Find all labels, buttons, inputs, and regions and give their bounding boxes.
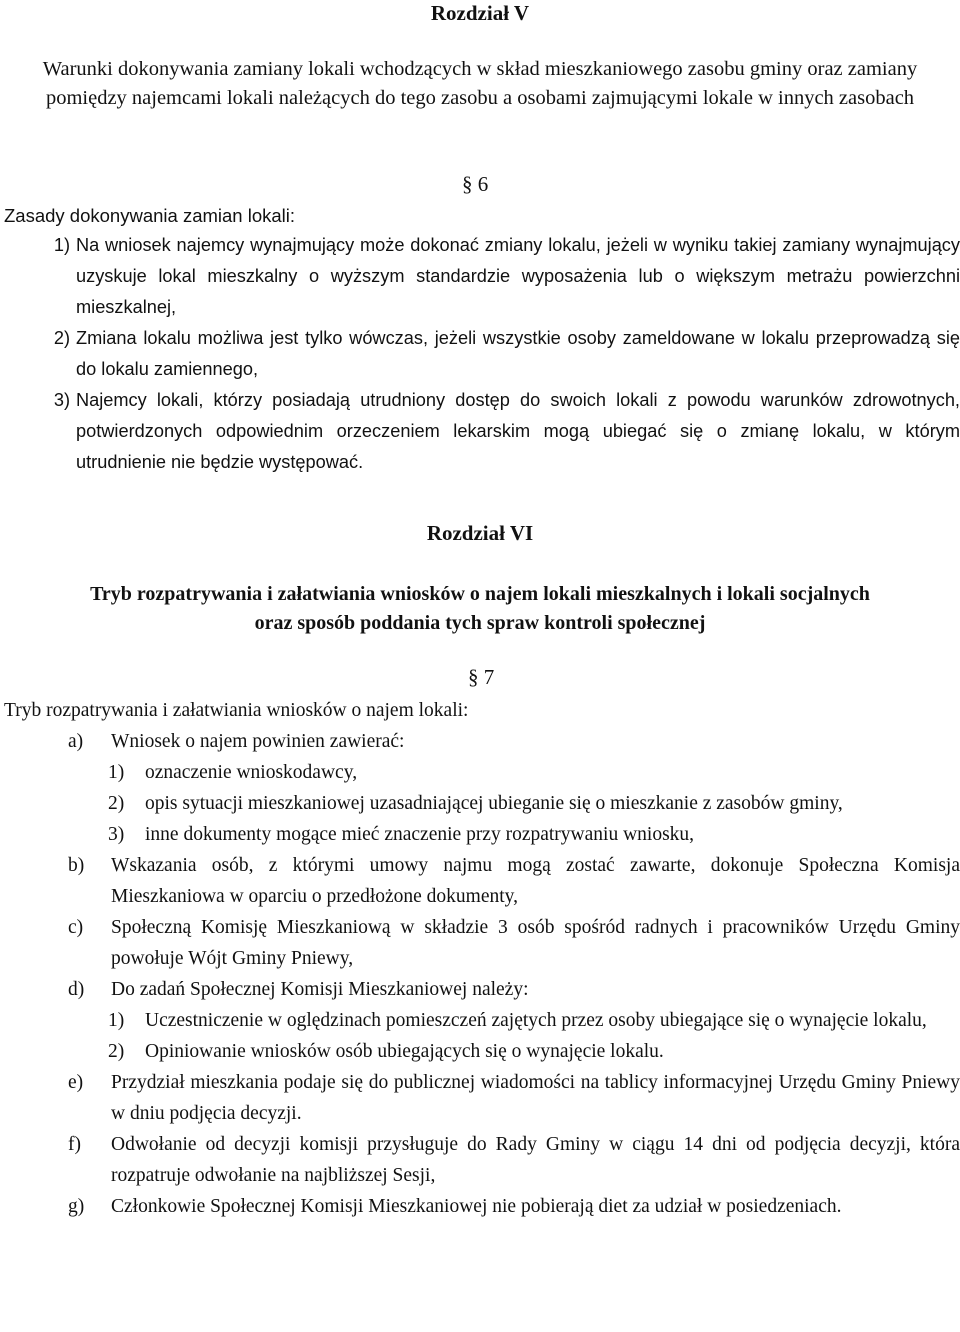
list-item [68, 912, 960, 974]
list-item-text: Do zadań Społecznej Komisji Mieszkaniowej należy: [111, 979, 529, 1000]
sub-list-item-number: 1) [108, 1010, 125, 1031]
section-7-mark: § 7 [468, 665, 495, 689]
sub-list-item [68, 757, 960, 788]
list-item [68, 1067, 960, 1129]
list-item-letter: g) [68, 1196, 85, 1217]
list-item-text: Przydział mieszkania podaje się do publicznej wiadomości na tablicy informacyjnej Urzędu Gminy Pniewy w dniu podjęcia decyzji. [111, 1072, 960, 1124]
list-item-letter: f) [68, 1134, 81, 1155]
chapter-6-title-line-2: oraz sposób poddania tych spraw kontroli społecznej [254, 612, 706, 634]
chapter-6-title-line-1: Tryb rozpatrywania i załatwiania wniosków o najem lokali mieszkalnych i lokali socjalnych [90, 583, 870, 605]
list-item-text: Odwołanie od decyzji komisji przysługuje do Rady Gminy w ciągu 14 dni od podjęcia decyzji, która rozpatruje odwołanie na najbliższej Sesji, [111, 1134, 960, 1186]
list-item-text: Wniosek o najem powinien zawierać: [111, 731, 405, 752]
sub-list-item-number: 1) [108, 762, 125, 783]
list-item-text: Najemcy lokali, którzy posiadają utrudniony dostęp do swoich lokali z powodu warunków zdrowotnych, potwierdzonych odpowiednim orzeczeniem lekarskim mogą ubiegać się o zmianę lokalu, w którym utrudnienie nie będzie występować. [76, 390, 960, 472]
list-item-number: 3) [53, 390, 70, 410]
list-item-text: Zmiana lokalu możliwa jest tylko wówczas, jeżeli wszystkie osoby zameldowane w lokalu przeprowadzą się do lokalu zamiennego, [76, 328, 960, 379]
list-item-number: 1) [53, 235, 70, 255]
sub-list-item-number: 2) [108, 793, 125, 814]
chapter-6-heading: Rozdział VI [426, 521, 534, 545]
sub-list-item-number: 3) [108, 824, 125, 845]
section-6-intro: Zasady dokonywania zamian lokali: [4, 205, 296, 226]
list-item-letter: b) [68, 855, 85, 876]
list-item [68, 850, 960, 912]
sub-list-item-number: 2) [108, 1041, 125, 1062]
section-6-mark: § 6 [462, 172, 489, 196]
list-item [14, 323, 960, 385]
sub-list-item [68, 1036, 960, 1067]
list-item-text: Na wniosek najemcy wynajmujący może dokonać zmiany lokalu, jeżeli w wyniku takiej zamiany wynajmujący uzyskuje lokal mieszkalny o wyższym standardzie wyposażenia lub o większym metrażu powierzchni mieszkalnej, [76, 235, 960, 317]
list-item [68, 726, 960, 757]
list-item [14, 385, 960, 478]
list-item-number: 2) [53, 328, 70, 348]
list-item-text: Społeczną Komisję Mieszkaniową w składzie 3 osób spośród radnych i pracowników Urzędu Gminy powołuje Wójt Gminy Pniewy, [111, 917, 960, 969]
section-7-list [68, 726, 960, 1222]
chapter-5-title: Warunki dokonywania zamiany lokali wchodzących w skład mieszkaniowego zasobu gminy oraz zamiany pomiędzy najemcami lokali należących do tego zasobu a osobami zajmującymi lokale w innych zasobach [42, 58, 918, 109]
list-item-letter: e) [68, 1072, 84, 1093]
chapter-6-title [0, 580, 960, 638]
sub-list-item [68, 1005, 960, 1036]
sub-list-item-text: opis sytuacji mieszkaniowej uzasadniającej ubieganie się o mieszkanie z zasobów gminy, [145, 793, 843, 814]
sub-list-item-text: Opiniowanie wniosków osób ubiegających się o wynajęcie lokalu. [145, 1041, 664, 1062]
sub-list-item-text: oznaczenie wnioskodawcy, [145, 762, 358, 783]
list-item [14, 230, 960, 323]
list-item [68, 974, 960, 1005]
list-item [68, 1129, 960, 1191]
list-item-text: Członkowie Społecznej Komisji Mieszkaniowej nie pobierają diet za udział w posiedzeniach. [111, 1196, 842, 1217]
sub-list-item-text: Uczestniczenie w oględzinach pomieszczeń zajętych przez osoby ubiegające się o wynajęcie lokalu, [145, 1010, 927, 1031]
list-item-letter: c) [68, 917, 84, 938]
sub-list-item [68, 819, 960, 850]
list-item-letter: d) [68, 979, 85, 1000]
list-item-text: Wskazania osób, z którymi umowy najmu mogą zostać zawarte, dokonuje Społeczna Komisja Mieszkaniowa w oparciu o przedłożone dokumenty, [111, 855, 960, 907]
chapter-5-heading: Rozdział V [430, 1, 530, 25]
sub-list-item-text: inne dokumenty mogące mieć znaczenie przy rozpatrywaniu wniosku, [145, 824, 695, 845]
section-7-intro: Tryb rozpatrywania i załatwiania wniosków o najem lokali: [4, 700, 469, 721]
list-item-letter: a) [68, 731, 84, 752]
list-item [68, 1191, 960, 1222]
section-6-list [14, 230, 960, 478]
sub-list-item [68, 788, 960, 819]
